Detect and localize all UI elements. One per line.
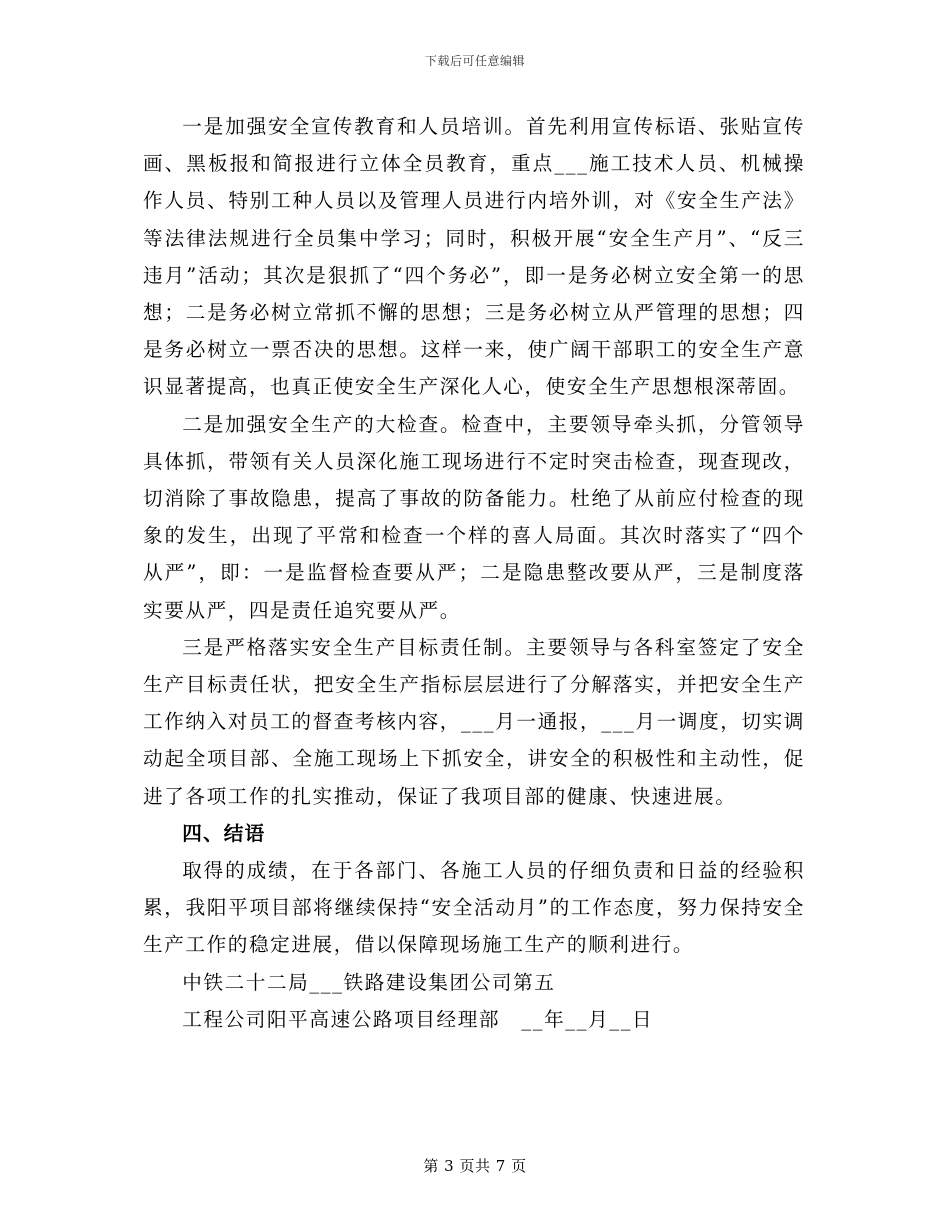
paragraph-conclusion: 取得的成绩，在于各部门、各施工人员的仔细负责和日益的经验积累，我阳平项目部将继续保持“安全活动月”的工作态度，努力保持安全生产工作的稳定进展，借以保障现场施工生产的顺利进行。: [143, 859, 805, 957]
signature-line-1: 中铁二十二局___铁路建设集团公司第五: [182, 970, 556, 994]
paragraph-safety-education: 一是加强安全宣传教育和人员培训。首先利用宣传标语、张贴宣传画、黑板报和简报进行立体全员教育，重点___施工技术人员、机械操作人员、特别工种人员以及管理人员进行内培外训，对《安全生产法》等法律法规进行全员集中学习；同时，积极开展“安全生产月”、“反三违月”活动；其次是狠抓了“四个务必”，即一是务必树立安全第一的思想；二是务必树立常抓不懈的思想；三是务必树立从严管理的思想；四是务必树立一票否决的思想。这样一来，使广阔干部职工的安全生产意识显著提高，也真正使安全生产深化人心，使安全生产思想根深蒂固。: [143, 115, 805, 399]
paragraph-safety-inspection: 二是加强安全生产的大检查。检查中，主要领导牵头抓，分管领导具体抓，带领有关人员深化施工现场进行不定时突击检查，现查现改，切消除了事故隐患，提高了事故的防备能力。杜绝了从前应付检查的现象的发生，出现了平常和检查一个样的喜人局面。其次时落实了“四个从严”，即：一是监督检查要从严；二是隐患整改要从严，三是制度落实要从严，四是责任追究要从严。: [143, 412, 805, 622]
paragraph-responsibility-system: 三是严格落实安全生产目标责任制。主要领导与各科室签定了安全生产目标责任状，把安全生产指标层层进行了分解落实，并把安全生产工作纳入对员工的督查考核内容，___月一通报，___月一调度，切实调动起全项目部、全施工现场上下抓安全，讲安全的积极性和主动性，促进了各项工作的扎实推动，保证了我项目部的健康、快速进展。: [143, 635, 805, 808]
signature-line-2: 工程公司阳平高速公路项目经理部 __年__月__日: [182, 1007, 654, 1031]
page-number: 第 3 页共 7 页: [423, 1157, 527, 1175]
document-body: [143, 108, 805, 1038]
page-header: 下载后可任意编辑: [424, 54, 525, 68]
section-heading-conclusion: 四、结语: [182, 821, 266, 845]
